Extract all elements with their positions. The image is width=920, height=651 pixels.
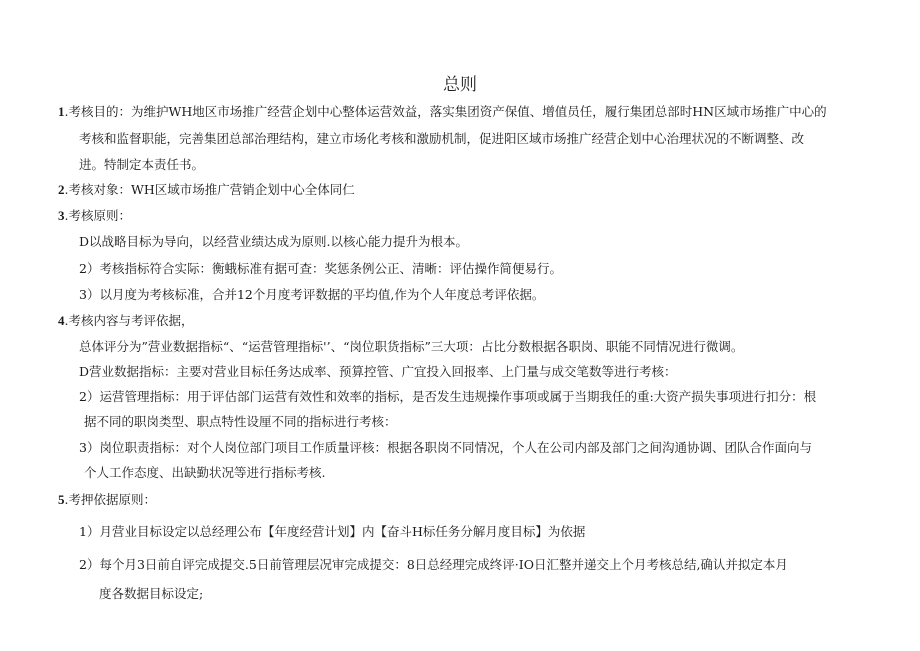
paragraph-line: 进。特制定本责任书。 <box>79 157 205 172</box>
paragraph-line: 度各数据目标设定; <box>99 586 204 601</box>
paragraph-line: 考核和监督职能，完善集团总部治理结构，建立市场化考核和激励机制，促进阳区域市场推广经营企划中心治理状况的不断调整、改 <box>79 131 805 146</box>
paragraph-line: 总体评分为”营业数据指标“、“运营管理指标'’、“岗位职货指标”三大项：占比分数根据各职岗、职能不同情况进行微调。 <box>79 339 744 354</box>
paragraph-line: 4.考核内容与考评依据， <box>58 313 194 328</box>
paragraph-line: 3）以月度为考核标准，合并12个月度考评数据的平均值,作为个人年度总考评依据。 <box>79 287 545 302</box>
section-number: 1 <box>58 104 65 119</box>
section-number: 4 <box>58 313 65 328</box>
section-number: 3 <box>58 208 65 223</box>
paragraph-line: 3.考核原则： <box>58 208 131 223</box>
paragraph-line: 1）月营业目标设定以总经理公布【年度经营计划】内【奋斗H标任务分解月度目标】为依据 <box>79 524 586 539</box>
page-title: 总则 <box>443 75 477 95</box>
paragraph-line: 2）每个月3日前自评完成提交.5日前管理层况审完成提交：8日总经理完成终评·IO日汇整并递交上个月考核总结,确认并拟定本月 <box>79 557 788 572</box>
paragraph-line: 2）运营管理指标：用于评估部门运营有效性和效率的指标，是否发生违规操作事项或属于当期我任的重:大资产损失事项进行扣分：根 <box>79 389 817 404</box>
section-number: 5 <box>58 492 65 507</box>
paragraph-line: D以战略目标为导向，以经营业绩达成为原则.以核心能力提升为根本。 <box>79 234 468 249</box>
paragraph-line: 2）考核指标符合实际：衡蛾标准有据可查：奖惩条例公正、清晰：评估操作简便易行。 <box>79 261 562 276</box>
paragraph-line: 据不同的职岗类型、职点特性设厘不同的指标进行考核： <box>84 414 397 429</box>
paragraph-line: 5.考押依据原则： <box>58 492 156 507</box>
paragraph-line: 2.考核对象：WH区域市场推广营销企划中心全体同仁 <box>58 182 355 197</box>
paragraph-line: 个人工作态度、出缺勤状况等进行指标考核. <box>84 465 326 480</box>
paragraph-line: 1.考核目的：为维护WH地区市场推广经营企划中心整体运营效益，落实集团资产保值、增值员任，履行集团总部时HN区域市场推广中心的 <box>58 104 827 119</box>
section-number: 2 <box>58 182 65 197</box>
paragraph-line: D营业数据指标：主要对营业目标任务达成率、预算控管、广宜投入回报率、上门量与成交笔数等进行考核： <box>79 364 677 379</box>
paragraph-line: 3）岗位职责指标：对个人岗位部门项目工作质量评核：根据各职岗不同情况，个人在公司内部及部门之间沟通协调、团队合作面向与 <box>79 440 812 455</box>
